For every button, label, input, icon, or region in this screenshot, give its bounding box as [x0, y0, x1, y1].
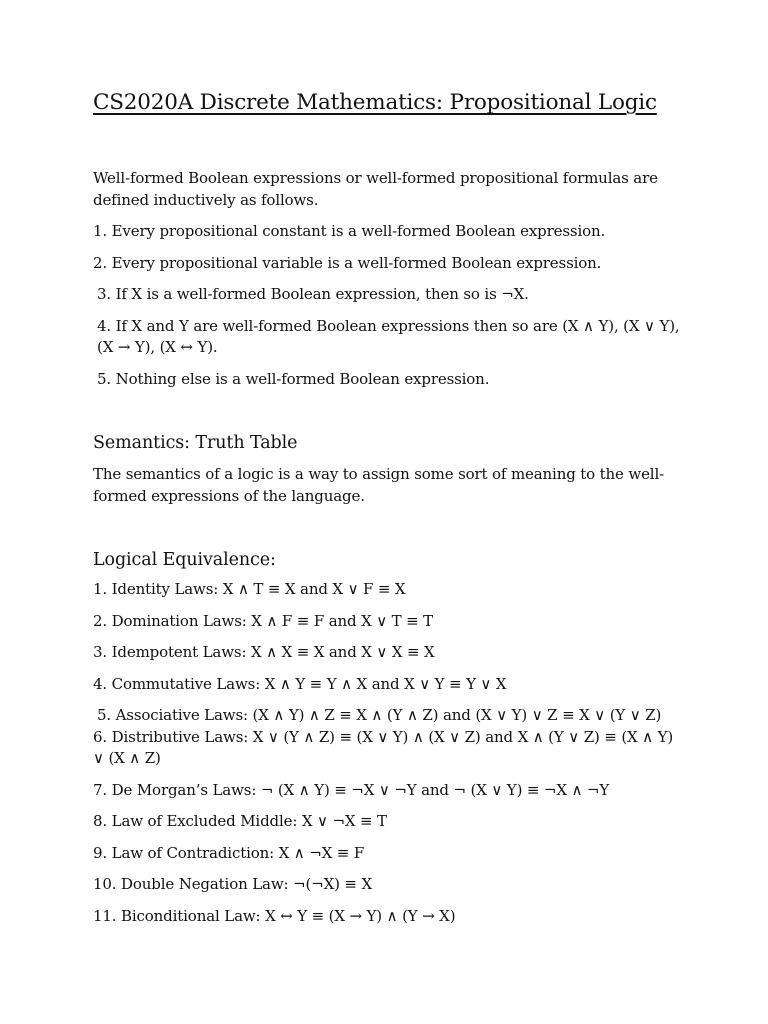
rule-item-4: 4. If X and Y are well-formed Boolean expressions then so are (X ∧ Y), (X ∨ Y), (X → Y), (X ↔ Y). [97, 316, 680, 356]
law-item-1: 1. Identity Laws: X ∧ T ≡ X and X ∨ F ≡ X [93, 580, 406, 598]
semantics-heading: Semantics: Truth Table [93, 433, 298, 453]
law-item-3: 3. Idempotent Laws: X ∧ X ≡ X and X ∨ X ≡ X [93, 643, 435, 661]
law-item-10: 10. Double Negation Law: ¬(¬X) ≡ X [93, 875, 372, 893]
law-item-11: 11. Biconditional Law: X ↔ Y ≡ (X → Y) ∧ (Y → X) [93, 906, 456, 925]
law-item-2: 2. Domination Laws: X ∧ F ≡ F and X ∨ T ≡ T [93, 611, 434, 630]
rule-item-5: 5. Nothing else is a well-formed Boolean expression. [97, 369, 490, 388]
equivalence-heading: Logical Equivalence: [93, 550, 276, 570]
law-item-8: 8. Law of Excluded Middle: X ∨ ¬X ≡ T [93, 812, 387, 830]
document-page [93, 86, 683, 927]
law-item-9: 9. Law of Contradiction: X ∧ ¬X ≡ F [93, 843, 365, 862]
law-item-6: 6. Distributive Laws: X ∨ (Y ∧ Z) ≡ (X ∨ Y) ∧ (X ∨ Z) and X ∧ (Y ∨ Z) ≡ (X ∧ Y) ∨ (X ∧ Z) [93, 727, 674, 767]
law-item-4: 4. Commutative Laws: X ∧ Y ≡ Y ∧ X and X ∨ Y ≡ Y ∨ X [93, 674, 507, 693]
page-title: CS2020A Discrete Mathematics: Propositional Logic [93, 90, 657, 115]
semantics-paragraph: The semantics of a logic is a way to assign some sort of meaning to the well-formed expressions of the language. [93, 465, 665, 505]
rule-item-1: 1. Every propositional constant is a well-formed Boolean expression. [93, 222, 606, 240]
law-item-5: 5. Associative Laws: (X ∧ Y) ∧ Z ≡ X ∧ (Y ∧ Z) and (X ∨ Y) ∨ Z ≡ X ∨ (Y ∨ Z) [97, 706, 662, 724]
rule-item-2: 2. Every propositional variable is a well-formed Boolean expression. [93, 253, 602, 272]
rule-item-3: 3. If X is a well-formed Boolean expression, then so is ¬X. [97, 285, 529, 303]
law-item-7: 7. De Morgan’s Laws: ¬ (X ∧ Y) ≡ ¬X ∨ ¬Y and ¬ (X ∨ Y) ≡ ¬X ∧ ¬Y [93, 780, 610, 799]
intro-paragraph: Well-formed Boolean expressions or well-formed propositional formulas are defined inductively as follows. [93, 169, 658, 209]
